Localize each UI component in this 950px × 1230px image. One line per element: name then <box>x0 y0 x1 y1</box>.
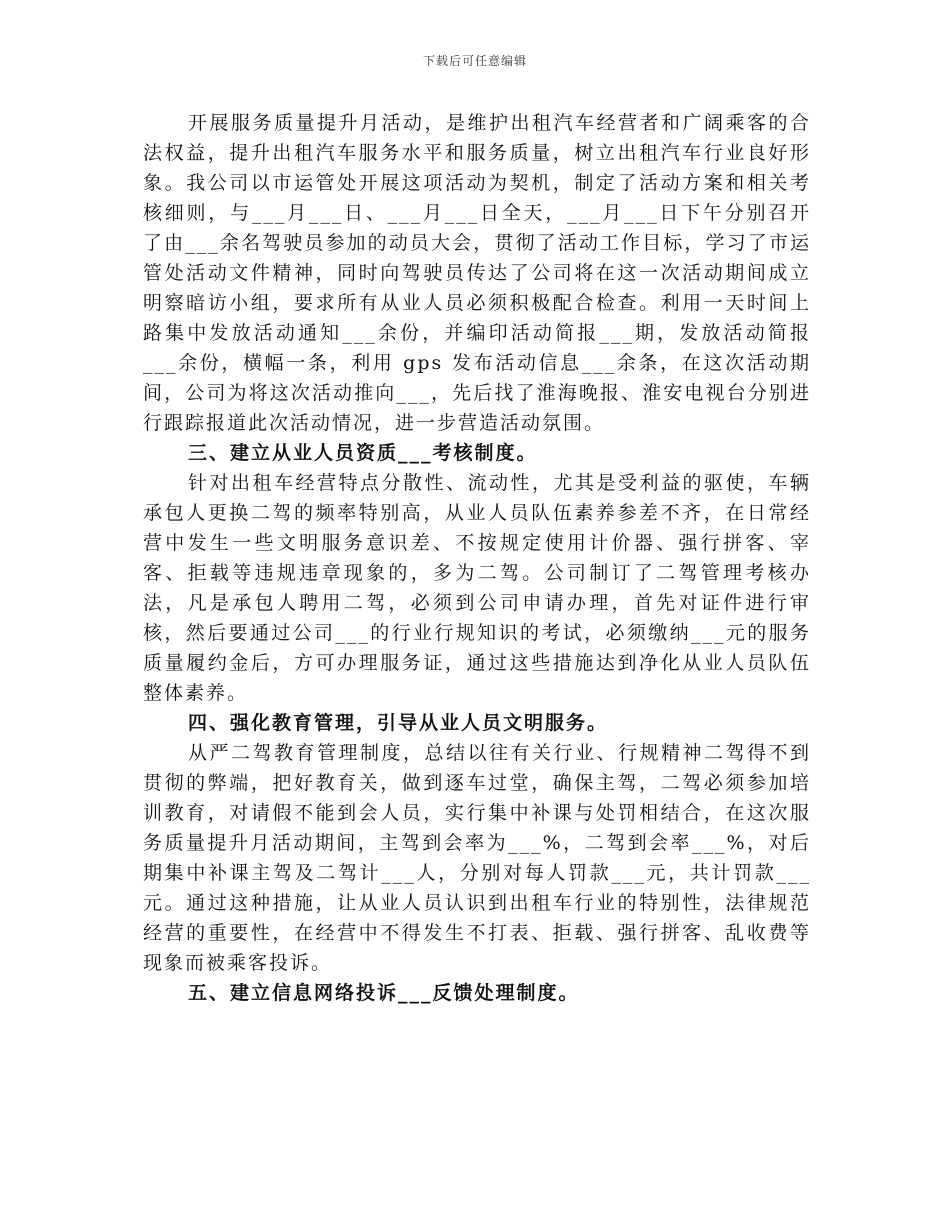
header-note: 下载后可任意编辑 <box>422 54 527 68</box>
document-body <box>143 108 811 1008</box>
paragraph-qualification: 针对出租车经营特点分散性、流动性，尤其是受利益的驱使，车辆承包人更换二驾的频率特别高，从业人员队伍素养参差不齐，在日常经营中发生一些文明服务意识差、不按规定使用计价器、强行拼客、宰客、拒载等违规违章现象的，多为二驾。公司制订了二驾管理考核办法，凡是承包人聘用二驾，必须到公司申请办理，首先对证件进行审核，然后要通过公司___的行业行规知识的考试，必须缴纳___元的服务质量履约金后，方可办理服务证，通过这些措施达到净化从业人员队伍整体素养。 <box>143 472 811 704</box>
heading-section-5: 五、建立信息网络投诉___反馈处理制度。 <box>188 982 580 1004</box>
heading-section-4: 四、强化教育管理，引导从业人员文明服务。 <box>188 712 609 734</box>
heading-section-3: 三、建立从业人员资质___考核制度。 <box>188 442 538 464</box>
paragraph-activity: 开展服务质量提升月活动，是维护出租汽车经营者和广阔乘客的合法权益，提升出租汽车服务水平和服务质量，树立出租汽车行业良好形象。我公司以市运管处开展这项活动为契机，制定了活动方案和相关考核细则，与___月___日、___月___日全天，___月___日下午分别召开了由___余名驾驶员参加的动员大会，贯彻了活动工作目标，学习了市运管处活动文件精神，同时向驾驶员传达了公司将在这一次活动期间成立明察暗访小组，要求所有从业人员必须积极配合检查。利用一天时间上路集中发放活动通知___余份，并编印活动简报___期，发放活动简报___余份，横幅一条，利用 gps 发布活动信息___余条，在这次活动期间，公司为将这次活动推向___，先后找了淮海晚报、淮安电视台分别进行跟踪报道此次活动情况，进一步营造活动氛围。 <box>143 112 811 434</box>
paragraph-education: 从严二驾教育管理制度，总结以往有关行业、行规精神二驾得不到贯彻的弊端，把好教育关，做到逐车过堂，确保主驾，二驾必须参加培训教育，对请假不能到会人员，实行集中补课与处罚相结合，在这次服务质量提升月活动期间，主驾到会率为___%，二驾到会率___%，对后期集中补课主驾及二驾计___人，分别对每人罚款___元，共计罚款___元。通过这种措施，让从业人员认识到出租车行业的特别性，法律规范经营的重要性，在经营中不得发生不打表、拒载、强行拼客、乱收费等现象而被乘客投诉。 <box>143 742 811 974</box>
